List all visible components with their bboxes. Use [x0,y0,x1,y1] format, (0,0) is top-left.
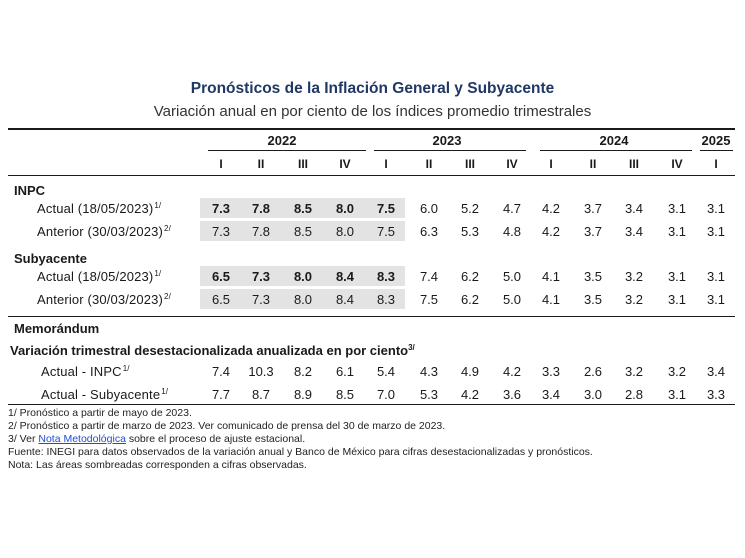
table-subtitle: Variación anual en por ciento de los índices promedio trimestrales [153,103,592,120]
table-cell: 8.0 [293,269,313,284]
table-cell: 3.4 [624,201,644,216]
table-cell: 4.9 [460,364,480,379]
table-cell: 3.1 [667,387,687,402]
table-cell: 4.3 [419,364,439,379]
quarter-header: IV [671,157,683,171]
header-bottom-rule [8,175,735,176]
table-cell: 6.5 [211,292,231,307]
table-cell: 2.8 [624,387,644,402]
table-cell: 6.2 [460,292,480,307]
footnote-2: 2/ Pronóstico a partir de marzo de 2023. Ver comunicado de prensa del 30 de marzo de 2023. [8,420,446,432]
table-cell: 3.5 [583,269,603,284]
row-label [37,269,161,284]
table-cell: 5.2 [460,201,480,216]
table-cell: 7.5 [376,201,396,216]
table-cell: 3.4 [624,224,644,239]
table-cell: 8.4 [335,292,355,307]
table-cell: 4.2 [460,387,480,402]
quarter-header: III [297,157,308,171]
year-2023-rule [374,150,526,151]
year-2025: 2025 [701,133,731,148]
table-cell: 10.3 [248,364,274,379]
table-cell: 3.1 [706,224,726,239]
footnote-3-prefix: 3/ Ver [8,433,36,445]
row-footnote-ref: 2/ [164,224,171,233]
table-cell: 6.1 [335,364,355,379]
table-cell: 4.2 [541,224,561,239]
table-cell: 8.0 [293,292,313,307]
year-2023: 2023 [432,133,462,148]
year-2022: 2022 [267,133,297,148]
variacion-label: Variación trimestral desestacionalizada anualizada en por ciento [10,343,409,358]
table-cell: 5.4 [376,364,396,379]
quarter-header: III [628,157,639,171]
top-rule [8,128,735,130]
table-cell: 4.1 [541,292,561,307]
table-cell: 5.0 [502,292,522,307]
table-cell: 7.8 [251,201,271,216]
table-cell: 8.4 [335,269,355,284]
variacion-footnote-ref: 3/ [408,343,415,352]
memorandum-rule [8,316,735,317]
row-label-text: Actual (18/05/2023) [37,201,154,216]
table-cell: 7.7 [211,387,231,402]
row-footnote-ref: 1/ [154,201,162,210]
table-cell: 3.1 [667,292,687,307]
quarter-header: II [425,157,433,171]
table-cell: 3.1 [667,224,687,239]
table-cell: 3.1 [667,269,687,284]
table-cell: 6.5 [211,269,231,284]
row-label-text: Actual (18/05/2023) [37,269,154,284]
table-cell: 8.5 [293,201,313,216]
year-2022-rule [208,150,366,151]
row-label-text: Actual - INPC [41,364,122,379]
table-cell: 4.2 [502,364,522,379]
row-label [37,292,171,307]
table-cell: 4.7 [502,201,522,216]
table-cell: 3.1 [706,269,726,284]
footnote-3-suffix: sobre el proceso de ajuste estacional. [128,433,306,445]
quarter-header: I [549,157,553,171]
table-cell: 7.3 [251,269,271,284]
row-footnote-ref: 2/ [164,292,171,301]
row-label-text: Actual - Subyacente [41,387,161,402]
table-cell: 7.8 [251,224,271,239]
table-cell: 6.3 [419,224,439,239]
table-bottom-rule [8,404,735,405]
table-cell: 7.4 [211,364,231,379]
section-memorandum: Memorándum [14,321,100,336]
quarter-header: I [384,157,388,171]
table-cell: 3.4 [706,364,726,379]
year-2024-rule [540,150,692,151]
table-cell: 3.3 [541,364,561,379]
quarter-header: I [219,157,223,171]
table-cell: 7.3 [251,292,271,307]
table-cell: 4.2 [541,201,561,216]
table-cell: 7.5 [376,224,396,239]
nota-metodologica-link[interactable]: Nota Metodológica [38,433,126,445]
table-cell: 3.2 [624,292,644,307]
table-cell: 3.5 [583,292,603,307]
table-cell: 3.2 [624,269,644,284]
year-2024: 2024 [599,133,629,148]
section-variacion-trimestral [10,343,415,358]
row-label [41,387,168,402]
table-cell: 3.2 [667,364,687,379]
table-cell: 7.0 [376,387,396,402]
row-label [37,201,161,216]
row-footnote-ref: 1/ [154,269,162,278]
table-cell: 8.5 [335,387,355,402]
row-label-text: Anterior (30/03/2023) [37,224,164,239]
table-cell: 3.1 [667,201,687,216]
quarter-header: I [714,157,718,171]
table-cell: 3.0 [583,387,603,402]
table-cell: 3.1 [706,201,726,216]
footnote-note: Nota: Las áreas sombreadas corresponden a cifras observadas. [8,459,307,471]
section-inpc: INPC [14,183,46,198]
table-cell: 8.3 [376,292,396,307]
section-subyacente: Subyacente [14,251,87,266]
quarter-header: II [589,157,597,171]
table-cell: 7.5 [419,292,439,307]
table-cell: 2.6 [583,364,603,379]
footnote-3 [8,433,305,445]
table-cell: 5.0 [502,269,522,284]
table-cell: 8.0 [335,224,355,239]
table-cell: 8.3 [376,269,396,284]
quarter-header: II [257,157,265,171]
table-cell: 3.4 [541,387,561,402]
table-cell: 8.7 [251,387,271,402]
table-cell: 8.0 [335,201,355,216]
table-cell: 5.3 [460,224,480,239]
year-2025-rule [700,150,733,151]
table-cell: 4.1 [541,269,561,284]
table-cell: 8.5 [293,224,313,239]
table-cell: 7.3 [211,201,231,216]
table-cell: 6.2 [460,269,480,284]
row-label [41,364,130,379]
quarter-header: III [464,157,475,171]
footnote-1: 1/ Pronóstico a partir de mayo de 2023. [8,407,192,419]
table-cell: 3.7 [583,224,603,239]
table-cell: 5.3 [419,387,439,402]
row-footnote-ref: 1/ [122,364,130,373]
table-cell: 3.3 [706,387,726,402]
table-cell: 7.3 [211,224,231,239]
table-cell: 3.6 [502,387,522,402]
footnote-source: Fuente: INEGI para datos observados de la variación anual y Banco de México para cifras desestacionalizadas y pronósticos. [8,446,593,458]
table-cell: 3.1 [706,292,726,307]
table-cell: 4.8 [502,224,522,239]
table-cell: 8.2 [293,364,313,379]
table-cell: 6.0 [419,201,439,216]
table-title: Pronósticos de la Inflación General y Subyacente [190,80,555,97]
table-cell: 8.9 [293,387,313,402]
table-cell: 3.2 [624,364,644,379]
quarter-header: IV [506,157,518,171]
table-cell: 3.7 [583,201,603,216]
row-footnote-ref: 1/ [161,387,169,396]
quarter-header: IV [339,157,351,171]
row-label [37,224,171,239]
table-cell: 7.4 [419,269,439,284]
row-label-text: Anterior (30/03/2023) [37,292,164,307]
